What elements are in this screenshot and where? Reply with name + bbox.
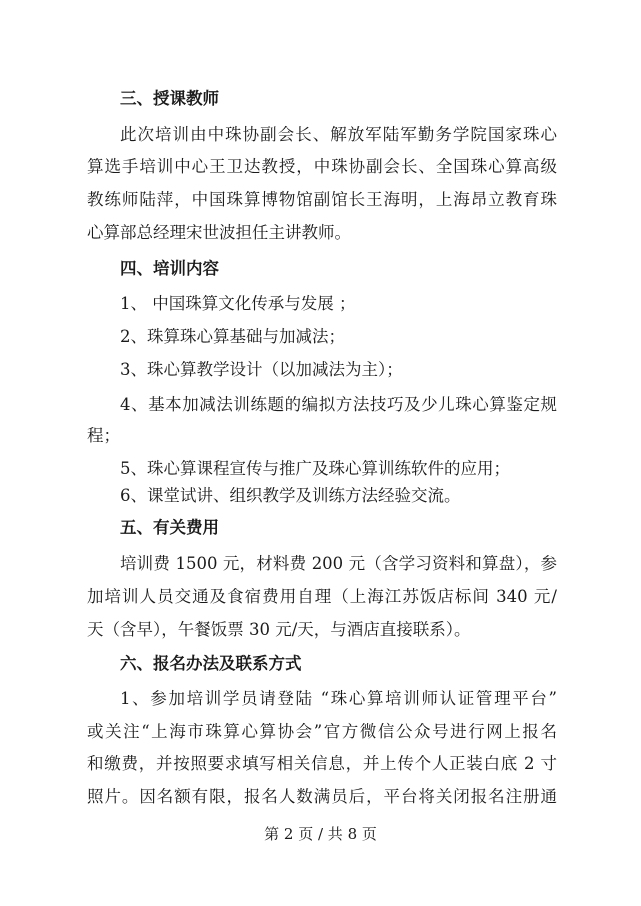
paragraph-line: 此次培训由中珠协副会长、解放军陆军勤务学院国家珠心 — [120, 125, 557, 144]
paragraph-line: 算选手培训中心王卫达教授，中珠协副会长、全国珠心算高级 — [87, 157, 557, 176]
list-item: 3、珠心算教学设计（以加减法为主）； — [120, 360, 403, 379]
section-heading: 六、报名办法及联系方式 — [120, 654, 302, 673]
page-footer: 第 2 页 / 共 8 页 — [264, 825, 377, 843]
paragraph-line: 心算部总经理宋世波担任主讲教师。 — [87, 223, 351, 242]
paragraph-line: 或关注“上海市珠算心算协会”官方微信公众号进行网上报名 — [87, 722, 557, 741]
paragraph-line: 天（含早），午餐饭票 30 元/天，与酒店直接联系）。 — [87, 620, 471, 639]
section-heading: 五、有关费用 — [120, 518, 219, 537]
paragraph-line: 教练师陆萍，中国珠算博物馆副馆长王海明，上海昂立教育珠 — [87, 190, 557, 209]
paragraph-line: 照片。因名额有限，报名人数满员后，平台将关闭报名注册通 — [87, 787, 557, 806]
paragraph-line: 加培训人员交通及食宿费用自理（上海江苏饭店标间 340 元/ — [87, 587, 557, 606]
section-heading: 四、培训内容 — [120, 259, 219, 278]
section-heading: 三、授课教师 — [120, 89, 219, 108]
list-item: 2、珠算珠心算基础与加减法； — [120, 327, 345, 346]
list-item: 5、珠心算课程宣传与推广及珠心算训练软件的应用； — [120, 459, 510, 478]
list-item: 6、课堂试讲、组织教学及训练方法经验交流。 — [120, 486, 461, 505]
paragraph-line: 和缴费，并按照要求填写相关信息，并上传个人正装白底 2 寸 — [87, 754, 557, 773]
list-item-continuation: 程； — [87, 426, 120, 445]
list-item: 1、 中国珠算文化传承与发展 ； — [120, 294, 356, 313]
paragraph-line: 培训费 1500 元，材料费 200 元（含学习资料和算盘），参 — [120, 554, 557, 573]
list-item: 4、基本加减法训练题的编拟方法技巧及少儿珠心算鉴定规 — [120, 395, 557, 414]
paragraph-line: 1、参加培训学员请登陆 “珠心算培训师认证管理平台” — [120, 689, 557, 708]
